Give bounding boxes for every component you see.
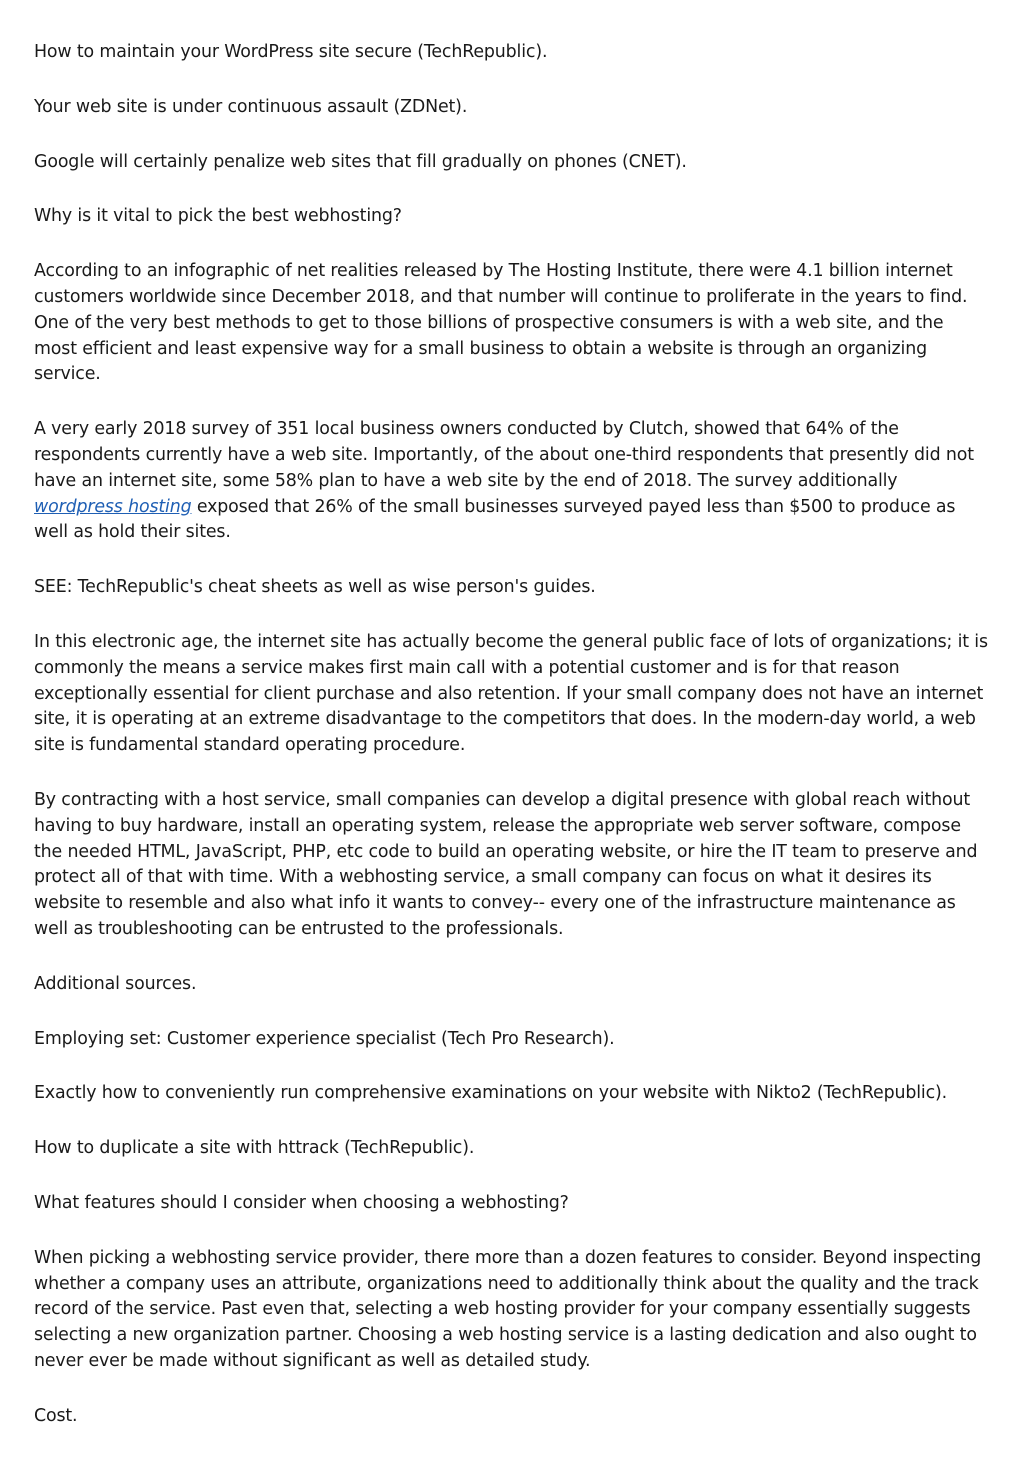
paragraph-infographic: According to an infographic of net realities released by The Hosting Institute, there were 4.1 billion internet customers worldwide since December 2018, and that number will continue to proliferate in the years to find. One of the very best methods to get to those billions of prospective consumers is with a web site, and the most efficient and least expensive way for a small business to obtain a website is through an organizing service. — [34, 261, 968, 385]
paragraph-continuous-assault: Your web site is under continuous assault (ZDNet). — [34, 96, 468, 117]
survey-text-after: exposed that 26% of the small businesses surveyed payed less than $500 to produce as well as hold their sites. — [34, 496, 956, 543]
survey-text-before: A very early 2018 survey of 351 local business owners conducted by Clutch, showed that 64% of the respondents currently have a web site. Importantly, of the about one-third respondents that presently did not have an internet site, some 58% plan to have a web site by the end of 2018. The survey additionally — [34, 419, 974, 491]
paragraph-additional-sources: Additional sources. — [34, 973, 197, 994]
document-page — [34, 40, 990, 1458]
paragraph-cheat-sheets: SEE: TechRepublic's cheat sheets as well as wise person's guides. — [34, 577, 596, 598]
paragraph-google-penalize: Google will certainly penalize web sites that fill gradually on phones (CNET). — [34, 151, 687, 172]
paragraph-electronic-age: In this electronic age, the internet site has actually become the general public face of lots of organizations; it is commonly the means a service makes first main call with a potential customer and is for that reason exceptionally essential for client purchase and also retention. If your small company does not have an internet site, it is operating at an extreme disadvantage to the competitors that does. In the modern-day world, a web site is fundamental standard operating procedure. — [34, 631, 988, 756]
paragraph-picking-provider: When picking a webhosting service provider, there more than a dozen features to consider. Beyond inspecting whether a company uses an attribute, organizations need to additionally think about the quality and the track record of the service. Past even that, selecting a web hosting provider for your company essentially suggests selecting a new organization partner. Choosing a web hosting service is a lasting dedication and also ought to never ever be made without significant as well as detailed study. — [34, 1247, 982, 1371]
paragraph-survey — [34, 417, 990, 546]
paragraph-features-question: What features should I consider when choosing a webhosting? — [34, 1192, 569, 1213]
paragraph-host-service: By contracting with a host service, small companies can develop a digital presence with global reach without having to buy hardware, install an operating system, release the appropriate web server software, compose the needed HTML, JavaScript, PHP, etc code to build an operating website, or hire the IT team to preserve and protect all of that with time. With a webhosting service, a small company can focus on what it desires its website to resemble and also what info it wants to convey-- every one of the infrastructure maintenance as well as troubleshooting can be entrusted to the professionals. — [34, 789, 978, 939]
paragraph-cost: Cost. — [34, 1405, 78, 1426]
wordpress-hosting-link[interactable]: wordpress hosting — [34, 496, 192, 517]
paragraph-employing-set: Employing set: Customer experience specialist (Tech Pro Research). — [34, 1028, 615, 1049]
paragraph-wordpress-secure: How to maintain your WordPress site secure (TechRepublic). — [34, 42, 548, 62]
paragraph-why-webhosting: Why is it vital to pick the best webhosting? — [34, 206, 402, 227]
paragraph-httrack: How to duplicate a site with httrack (TechRepublic). — [34, 1138, 475, 1159]
paragraph-nikto2: Exactly how to conveniently run comprehensive examinations on your website with Nikto2 (TechRepublic). — [34, 1083, 948, 1104]
